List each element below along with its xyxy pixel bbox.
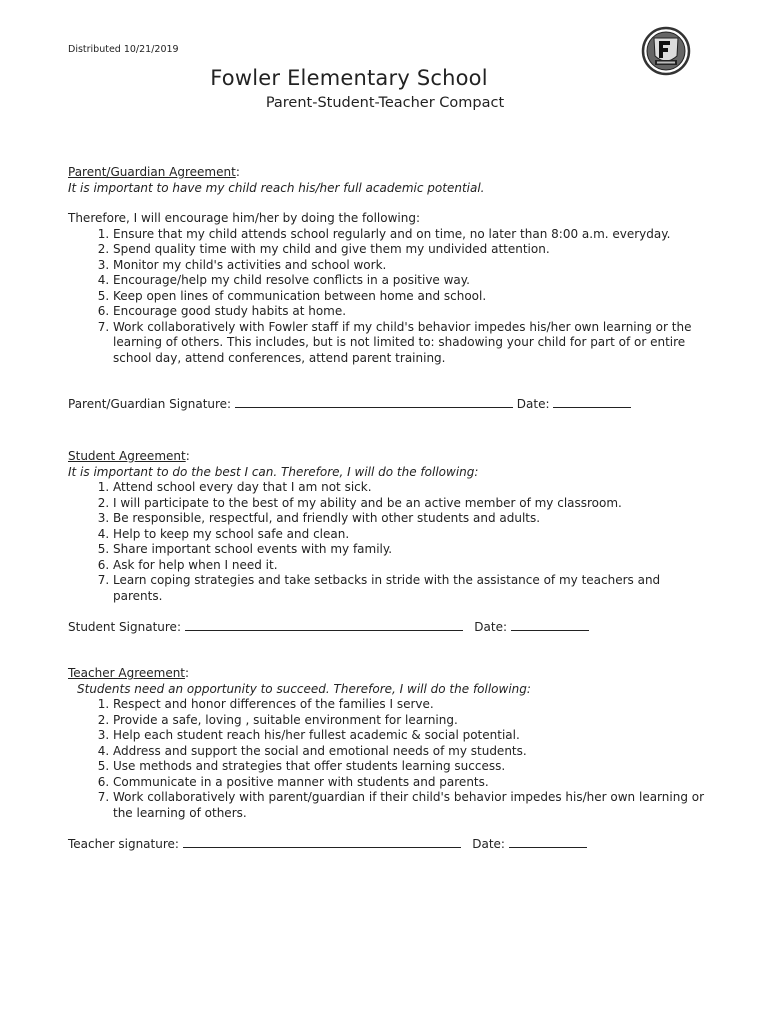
student-date-label: Date: (474, 620, 508, 634)
teacher-agreement-section (68, 666, 708, 821)
teacher-item-list (68, 697, 708, 821)
list-item: 2. I will participate to the best of my ability and be an active member of my classroom. (113, 496, 708, 512)
parent-agreement-section (68, 165, 708, 366)
list-item: 7. Learn coping strategies and take setbacks in stride with the assistance of my teachers and parents. (113, 573, 708, 604)
list-item: 3. Help each student reach his/her fullest academic & social potential. (113, 728, 708, 744)
student-date-field[interactable] (511, 620, 589, 631)
page-subtitle: Parent-Student-Teacher Compact (265, 95, 505, 111)
list-item: 3. Monitor my child's activities and school work. (113, 258, 708, 274)
parent-signature-line (68, 397, 631, 411)
parent-date-label: Date: (516, 397, 550, 411)
student-signature-field[interactable] (185, 620, 463, 631)
list-item: 4. Help to keep my school safe and clean. (113, 527, 708, 543)
list-item: 5. Use methods and strategies that offer students learning success. (113, 759, 708, 775)
student-agreement-heading: Student Agreement (68, 449, 186, 463)
parent-date-field[interactable] (553, 397, 631, 408)
parent-signature-field[interactable] (235, 397, 513, 408)
parent-signature-label: Parent/Guardian Signature: (68, 397, 232, 411)
list-item: 2. Spend quality time with my child and give them my undivided attention. (113, 242, 708, 258)
list-item: 4. Encourage/help my child resolve conflicts in a positive way. (113, 273, 708, 289)
student-signature-line (68, 620, 589, 634)
list-item: 7. Work collaboratively with parent/guardian if their child's behavior impedes his/her own learning or the learning of others. (113, 790, 708, 821)
parent-item-list (68, 227, 708, 367)
list-item: 1. Respect and honor differences of the families I serve. (113, 697, 708, 713)
parent-intro: It is important to have my child reach his/her full academic potential. (68, 180, 485, 195)
list-item: 1. Attend school every day that I am not sick. (113, 480, 708, 496)
student-agreement-section (68, 449, 708, 604)
list-item: 5. Keep open lines of communication between home and school. (113, 289, 708, 305)
teacher-signature-line (68, 837, 587, 851)
teacher-signature-label: Teacher signature: (68, 837, 179, 851)
list-item: 6. Communicate in a positive manner with students and parents. (113, 775, 708, 791)
teacher-agreement-heading: Teacher Agreement (68, 666, 186, 680)
parent-agreement-heading: Parent/Guardian Agreement (68, 165, 236, 179)
teacher-date-label: Date: (472, 837, 505, 851)
teacher-date-field[interactable] (509, 837, 587, 848)
list-item: 3. Be responsible, respectful, and friendly with other students and adults. (113, 511, 708, 527)
list-item: 5. Share important school events with my family. (113, 542, 708, 558)
heading-colon: : (235, 165, 240, 179)
list-item: 4. Address and support the social and emotional needs of my students. (113, 744, 708, 760)
list-item: 2. Provide a safe, loving , suitable environment for learning. (113, 713, 708, 729)
page-title: Fowler Elementary School (210, 66, 488, 90)
list-item: 6. Encourage good study habits at home. (113, 304, 708, 320)
distribution-date: Distributed 10/21/2019 (68, 44, 179, 55)
student-signature-label: Student Signature: (68, 620, 181, 634)
parent-lead: Therefore, I will encourage him/her by doing the following: (68, 211, 421, 225)
list-item: 7. Work collaboratively with Fowler staff if my child's behavior impedes his/her own learning or the learning of others. This includes, but is not limited to: shadowing your child for part of or entire school day, attend conferences, attend parent training. (113, 320, 708, 367)
teacher-intro: Students need an opportunity to succeed. Therefore, I will do the following: (77, 681, 531, 696)
student-intro: It is important to do the best I can. Therefore, I will do the following: (68, 464, 479, 479)
list-item: 1. Ensure that my child attends school regularly and on time, no later than 8:00 a.m. everyday. (113, 227, 708, 243)
student-item-list (68, 480, 708, 604)
list-item: 6. Ask for help when I need it. (113, 558, 708, 574)
heading-colon: : (185, 666, 190, 680)
heading-colon: : (185, 449, 190, 463)
teacher-signature-field[interactable] (183, 837, 461, 848)
